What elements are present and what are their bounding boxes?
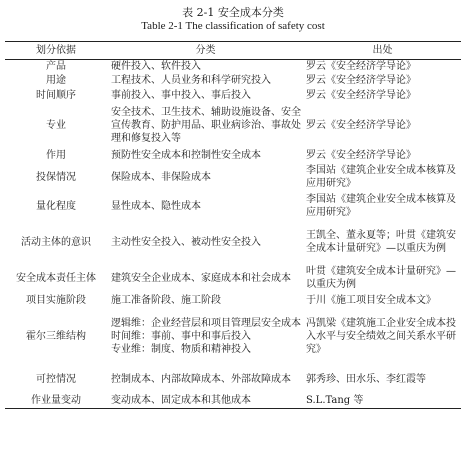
table-row — [5, 365, 461, 394]
table-row — [5, 394, 461, 409]
table-caption-en: Table 2-1 The classification of safety cost — [141, 20, 325, 32]
cell-source: 于川《施工项目安全成本文》 — [306, 294, 436, 306]
cell-basis: 量化程度 — [36, 200, 76, 212]
cell-basis: 时间顺序 — [36, 89, 76, 101]
cell-basis: 产品 — [46, 61, 66, 73]
cell-source: 李国站《建筑企业安全成本核算及应用研究》 — [306, 194, 456, 218]
cell-category: 事前投入、事中投入、事后投入 — [111, 89, 251, 101]
cell-source: S.L.Tang 等 — [306, 395, 364, 407]
cell-category: 保险成本、非保险成本 — [111, 171, 211, 183]
cell-category: 变动成本、固定成本和其他成本 — [111, 395, 251, 407]
table-row — [5, 148, 461, 163]
cell-basis: 用途 — [46, 75, 66, 86]
cell-category: 逻辑维：企业经营层和项目管理层安全成本 时间维：事前、事中和事后投入 专业维：制度、物质和精神投入 — [111, 317, 301, 355]
table-row — [5, 221, 461, 264]
table-row — [5, 192, 461, 221]
cell-source: 罗云《安全经济学导论》 — [306, 149, 416, 161]
cell-source: 罗云《安全经济学导论》 — [306, 61, 416, 73]
cell-source: 叶贯《建筑安全成本计量研究》—以重庆为例 — [306, 266, 456, 290]
table-row — [5, 308, 461, 365]
table-row — [5, 74, 461, 88]
cell-category: 预防性安全成本和控制性安全成本 — [111, 149, 261, 161]
safety-cost-classification-table — [5, 41, 461, 409]
table-row — [5, 60, 461, 74]
table-row — [5, 293, 461, 308]
cell-category: 主动性安全投入、被动性安全投入 — [111, 236, 261, 248]
cell-basis: 安全成本责任主体 — [16, 272, 96, 284]
table-row — [5, 264, 461, 293]
cell-basis: 专业 — [46, 119, 66, 131]
table-row — [5, 103, 461, 148]
cell-category: 控制成本、内部故障成本、外部故障成本 — [111, 373, 291, 385]
cell-category: 显性成本、隐性成本 — [111, 200, 201, 212]
cell-source: 冯凯梁《建筑施工企业安全成本投入水平与安全绩效之间关系水平研究》 — [306, 317, 456, 355]
cell-source: 罗云《安全经济学导论》 — [306, 89, 416, 101]
cell-basis: 投保情况 — [36, 171, 76, 183]
cell-source: 罗云《安全经济学导论》 — [306, 119, 416, 131]
table-header-row — [5, 42, 461, 60]
header-category: 分类 — [195, 45, 216, 56]
cell-category: 施工准备阶段、施工阶段 — [111, 294, 221, 306]
table-row — [5, 163, 461, 192]
cell-basis: 作用 — [46, 149, 66, 161]
header-source: 出处 — [372, 45, 393, 56]
cell-category: 建筑安全企业成本、家庭成本和社会成本 — [111, 272, 291, 284]
cell-source: 王凯全、董永夏等；叶贯《建筑安全成本计量研究》—以重庆为例 — [306, 230, 456, 254]
cell-source: 罗云《安全经济学导论》 — [306, 75, 416, 86]
cell-category: 安全技术、卫生技术、辅助设施设备、安全宣传教育、防护用品、职业病诊治、事故处理和修复投入等 — [111, 106, 301, 144]
cell-category: 硬件投入、软件投入 — [111, 61, 201, 73]
header-basis: 划分依据 — [36, 45, 76, 56]
cell-source: 郭秀珍、田水乐、李红霞等 — [306, 373, 426, 385]
cell-source: 李国站《建筑企业安全成本核算及应用研究》 — [306, 165, 456, 189]
table-caption-zh: 表 2-1 安全成本分类 — [182, 6, 284, 19]
table-row — [5, 88, 461, 103]
cell-basis: 项目实施阶段 — [26, 294, 86, 306]
cell-basis: 作业量变动 — [31, 395, 81, 407]
cell-basis: 活动主体的意识 — [21, 236, 91, 248]
cell-basis: 霍尔三维结构 — [26, 330, 86, 342]
cell-basis: 可控情况 — [36, 373, 76, 385]
cell-category: 工程技术、人员业务和科学研究投入 — [111, 75, 271, 86]
